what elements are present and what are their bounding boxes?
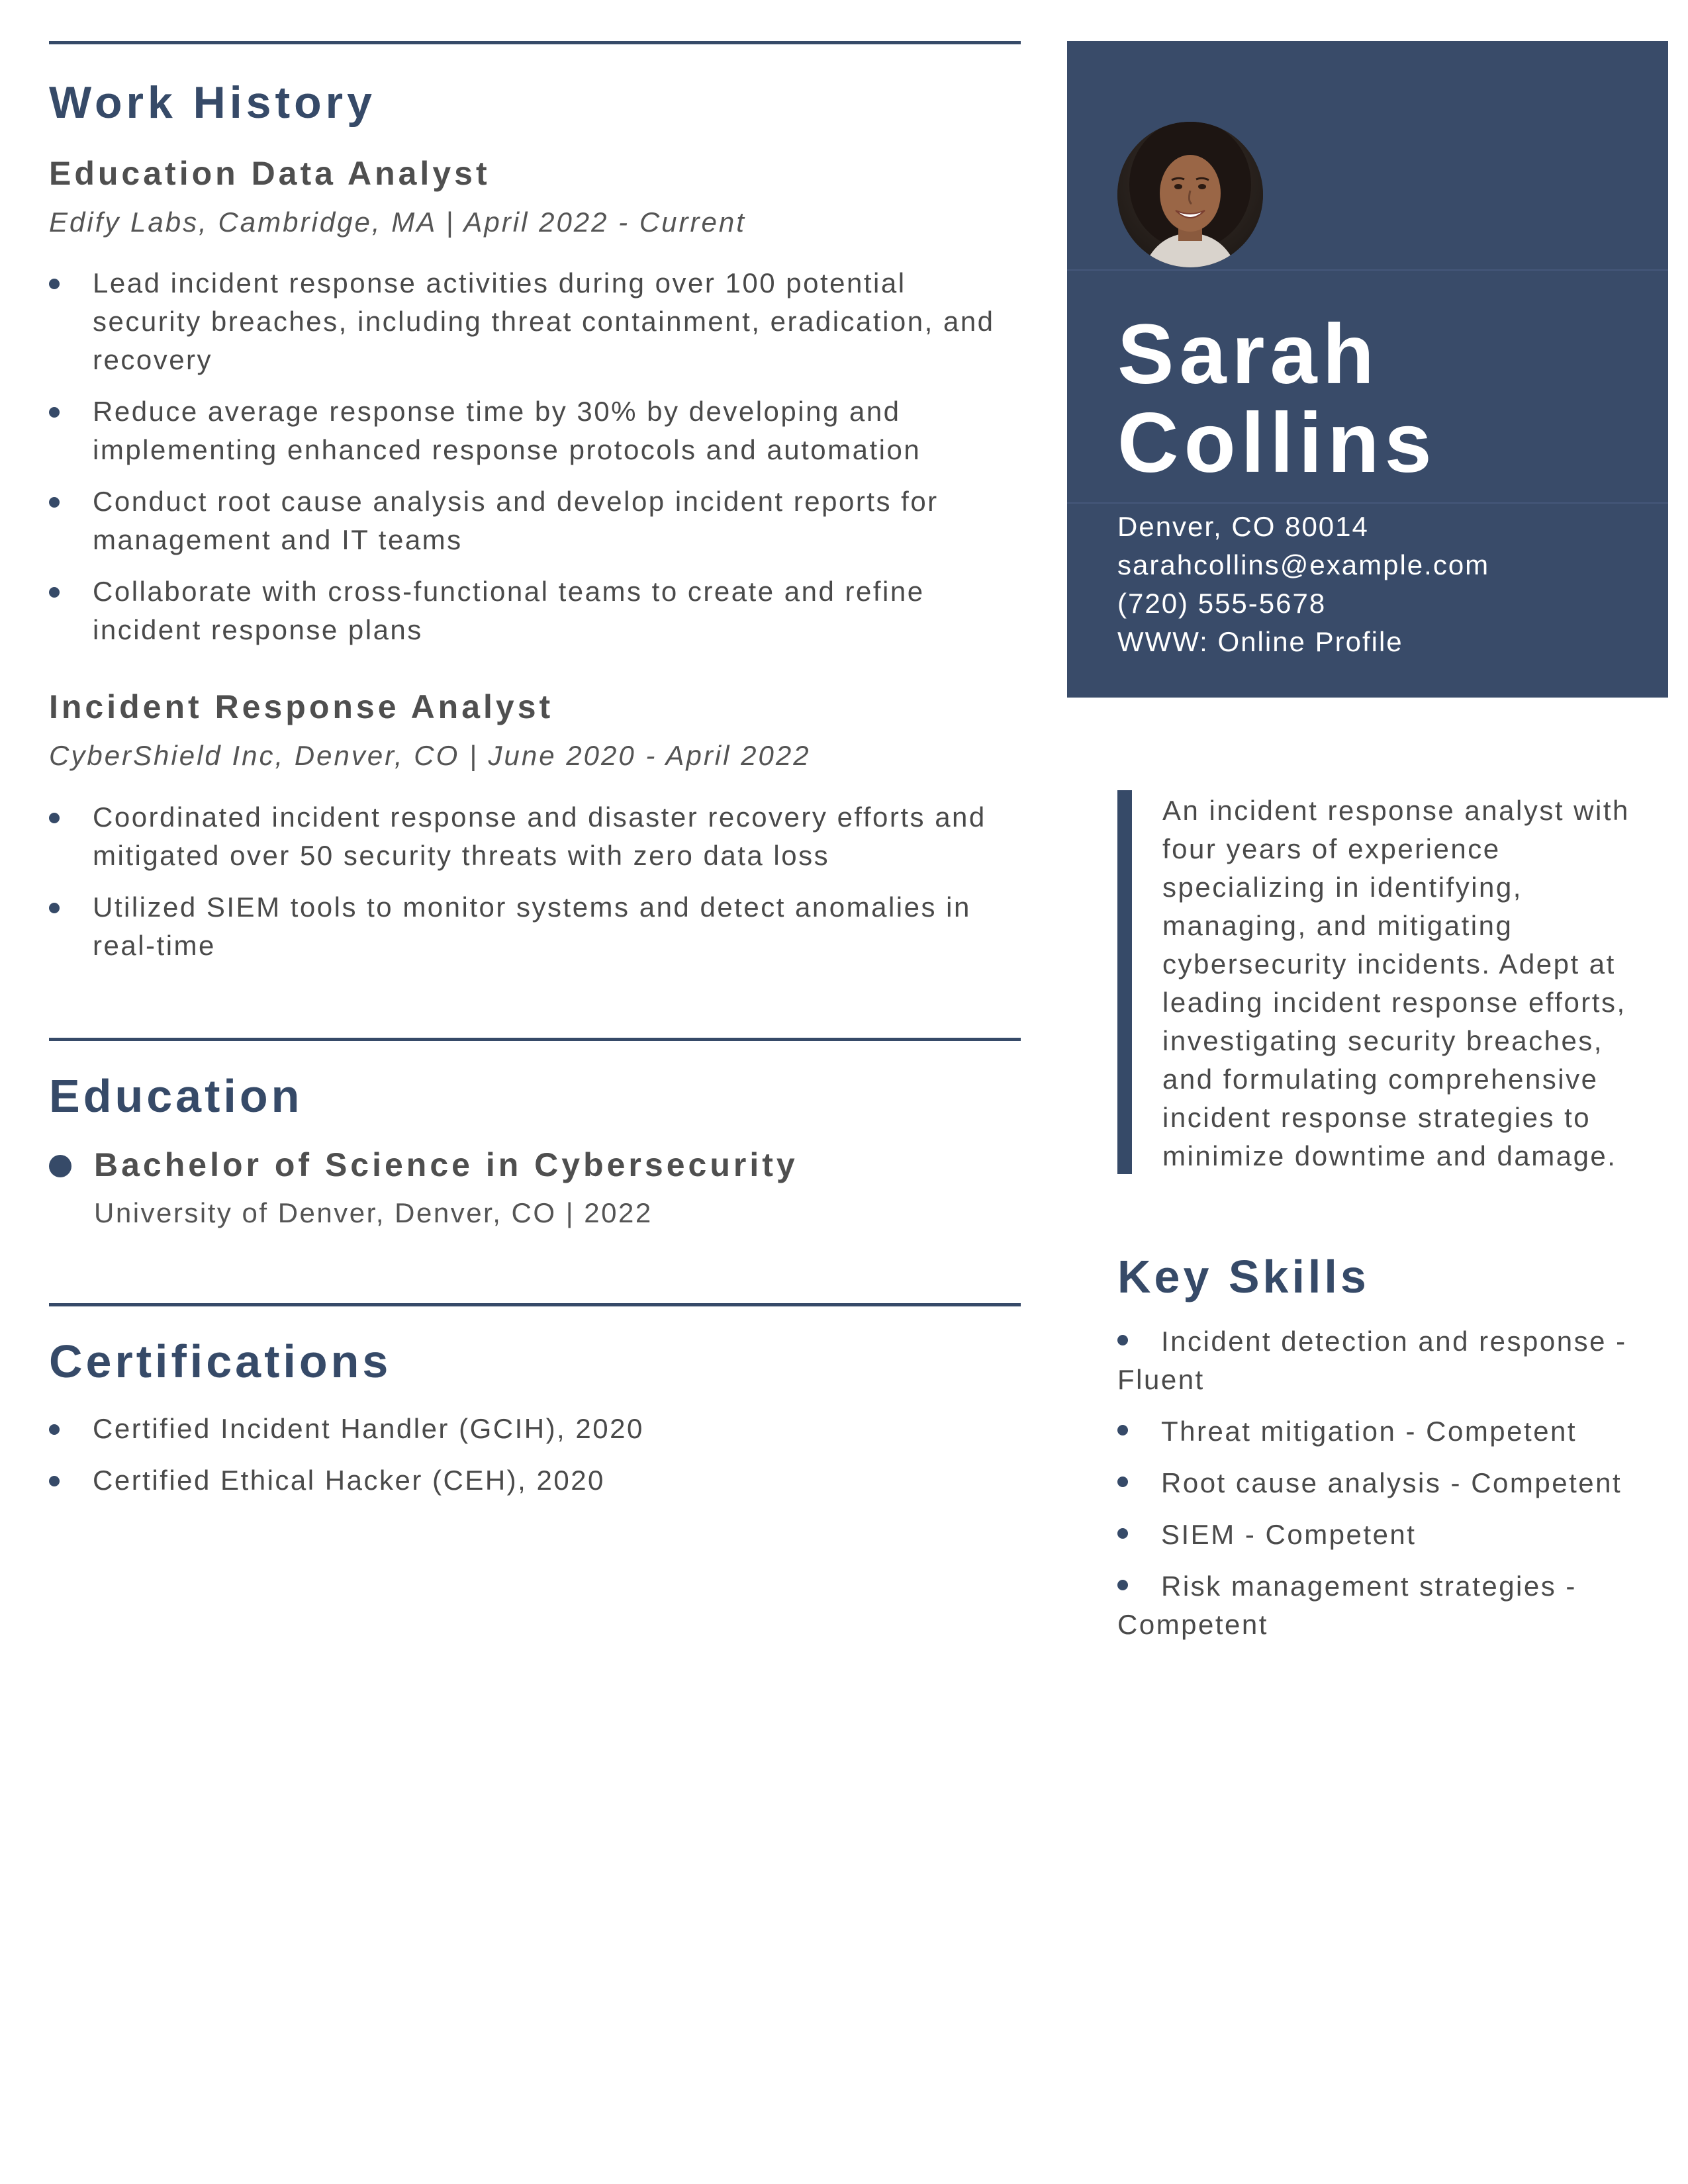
- email-link[interactable]: sarahcollins@example.com: [1117, 549, 1490, 580]
- list-item: [1117, 1412, 1647, 1451]
- job-meta: CyberShield Inc, Denver, CO | June 2020 - April 2022: [49, 740, 811, 772]
- job-company: Edify Labs: [49, 206, 199, 238]
- list-item: Coordinated incident response and disaster recovery efforts and mitigated over 50 security threats with zero data loss: [49, 798, 1021, 875]
- list-item: [1117, 1567, 1647, 1644]
- education-section: [49, 1038, 1021, 1229]
- list-item: [1117, 1464, 1647, 1502]
- bullet-dot-icon: [1117, 1425, 1128, 1435]
- summary-block: [1117, 792, 1652, 1175]
- skill-text: Threat mitigation - Competent: [1161, 1416, 1577, 1447]
- job-dates: April 2022 - Current: [463, 206, 746, 238]
- skill-text: SIEM - Competent: [1161, 1519, 1417, 1550]
- list-item: Collaborate with cross-functional teams to create and refine incident response plans: [49, 572, 1021, 649]
- job-bullets: [49, 264, 1021, 649]
- list-item: Certified Ethical Hacker (CEH), 2020: [49, 1461, 1021, 1500]
- list-item: [1117, 1322, 1647, 1399]
- job-entry: [49, 690, 1021, 964]
- first-name: Sarah: [1117, 307, 1380, 402]
- list-item: Reduce average response time by 30% by developing and implementing enhanced response protocols and automation: [49, 392, 1021, 469]
- list-item: Lead incident response activities during over 100 potential security breaches, including threat containment, eradication, and recovery: [49, 264, 1021, 379]
- job-company: CyberShield Inc: [49, 740, 275, 772]
- bullet-dot-icon: [1117, 1477, 1128, 1487]
- certifications-section: [49, 1303, 1021, 1500]
- skills-list: [1117, 1322, 1647, 1644]
- list-item: Utilized SIEM tools to monitor systems and detect anomalies in real-time: [49, 888, 1021, 965]
- education-entry: [49, 1148, 1021, 1229]
- candidate-name: [1117, 307, 1437, 490]
- certifications-heading: Certifications: [49, 1335, 392, 1387]
- job-title: Incident Response Analyst: [49, 688, 554, 726]
- skill-text: Incident detection and response - Fluent: [1117, 1326, 1627, 1395]
- last-name: Collins: [1117, 396, 1437, 490]
- summary-text: An incident response analyst with four years of experience specializing in identifying, managing, and mitigating cybersecurity incidents. Adept at leading incident response efforts, investigating security breaches, and formulating comprehensive incident response strategies to minimize downtime and damage.: [1162, 795, 1630, 1171]
- address: Denver, CO 80014: [1117, 511, 1369, 542]
- skill-text: Risk management strategies - Competent: [1117, 1570, 1577, 1640]
- summary-accent-bar: [1117, 790, 1132, 1174]
- list-item: Conduct root cause analysis and develop incident reports for management and IT teams: [49, 482, 1021, 559]
- name-area: [1067, 271, 1668, 504]
- skills-section: [1117, 1253, 1647, 1644]
- job-location: Cambridge, MA: [218, 206, 436, 238]
- bullet-dot-icon: [1117, 1335, 1128, 1345]
- school-info: University of Denver, Denver, CO | 2022: [94, 1197, 653, 1228]
- phone: (720) 555-5678: [1117, 588, 1327, 619]
- photo-area: [1067, 41, 1668, 271]
- bullet-dot-icon: [1117, 1580, 1128, 1590]
- main-column: [49, 41, 1021, 1513]
- contact-info: [1067, 504, 1668, 661]
- list-item: Certified Incident Handler (GCIH), 2020: [49, 1410, 1021, 1448]
- job-dates: June 2020 - April 2022: [488, 740, 811, 772]
- job-meta: Edify Labs, Cambridge, MA | April 2022 - Current: [49, 206, 746, 238]
- skills-heading: Key Skills: [1117, 1251, 1370, 1302]
- job-entry: [49, 157, 1021, 649]
- work-history-heading: Work History: [49, 77, 376, 128]
- skill-text: Root cause analysis - Competent: [1161, 1467, 1622, 1498]
- education-heading: Education: [49, 1069, 303, 1122]
- job-title: Education Data Analyst: [49, 155, 491, 192]
- sidebar-column: [1067, 41, 1668, 1657]
- bullet-dot-icon: [49, 1155, 71, 1177]
- job-bullets: [49, 798, 1021, 965]
- job-location: Denver, CO: [294, 740, 460, 772]
- list-item: [1117, 1516, 1647, 1554]
- degree-name: Bachelor of Science in Cybersecurity: [94, 1146, 798, 1183]
- website-link[interactable]: WWW: Online Profile: [1117, 626, 1403, 657]
- bullet-dot-icon: [1117, 1528, 1128, 1539]
- certifications-list: [49, 1410, 1021, 1500]
- profile-header: [1067, 41, 1668, 698]
- avatar: [1117, 122, 1263, 267]
- profile-photo-icon: [1117, 122, 1263, 267]
